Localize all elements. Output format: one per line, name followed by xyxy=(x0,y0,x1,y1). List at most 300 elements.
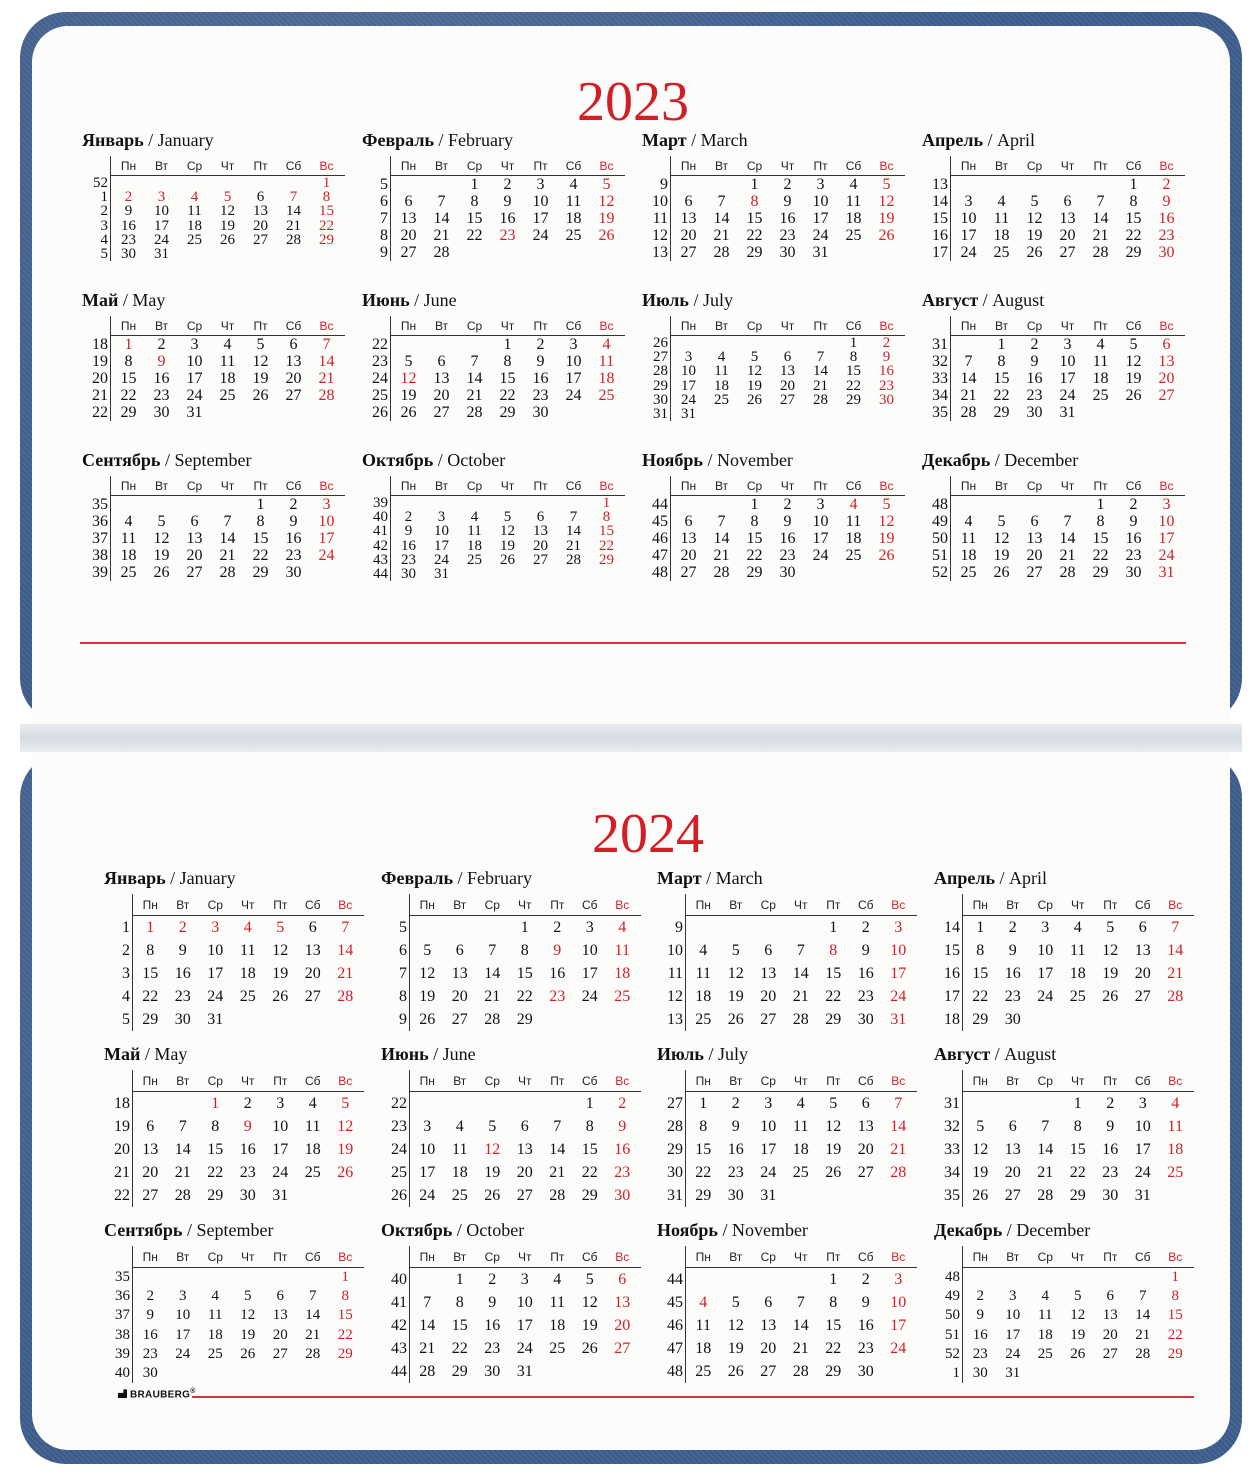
weekday-header: Ср xyxy=(186,319,203,333)
weekday-header: Пт xyxy=(1103,1250,1118,1264)
month-name-ru: Март xyxy=(657,868,702,888)
weekday-header: Вт xyxy=(176,1074,190,1088)
day-cell: 9 xyxy=(536,353,545,370)
day-cell: 16 xyxy=(727,1141,744,1158)
day-cell: 4 xyxy=(849,496,858,513)
weekday-header: Сб xyxy=(285,159,302,173)
weekday-header: Пт xyxy=(273,898,288,912)
weekday-header: Пн xyxy=(142,1074,158,1088)
day-cell: 18 xyxy=(451,1164,468,1181)
day-cell: 23 xyxy=(1125,547,1142,564)
day-cell: 25 xyxy=(845,227,862,244)
day-cell: 25 xyxy=(565,227,582,244)
weekday-header: Пт xyxy=(533,319,548,333)
day-cell: 24 xyxy=(812,227,829,244)
month-name-en: September xyxy=(174,450,252,470)
day-cell: 13 xyxy=(186,530,203,547)
day-cell: 22 xyxy=(746,547,763,564)
weekday-header: Сб xyxy=(565,319,582,333)
week-number: 1 xyxy=(122,919,130,936)
day-cell: 20 xyxy=(780,377,795,394)
day-cell: 30 xyxy=(614,1187,631,1204)
weekday-header: Сб xyxy=(565,159,582,173)
day-cell: 3 xyxy=(157,189,166,206)
day-cell: 26 xyxy=(419,1011,436,1028)
weeknum-rule xyxy=(409,1070,410,1207)
day-cell: 24 xyxy=(1037,988,1054,1005)
week-number: 48 xyxy=(945,1269,960,1285)
day-cell: 9 xyxy=(157,353,166,370)
day-cell: 29 xyxy=(993,404,1010,421)
weekday-header: Вт xyxy=(154,479,169,493)
day-cell: 28 xyxy=(318,387,335,404)
day-cell: 21 xyxy=(713,547,730,564)
day-cell: 22 xyxy=(695,1164,712,1181)
day-cell: 18 xyxy=(304,1141,321,1158)
day-cell: 27 xyxy=(142,1187,159,1204)
day-cell: 11 xyxy=(960,530,977,547)
week-number: 39 xyxy=(92,564,108,581)
day-cell: 8 xyxy=(503,353,512,370)
day-cell: 6 xyxy=(404,193,413,210)
divider-2023 xyxy=(80,642,1186,644)
weekday-header: Ср xyxy=(1037,898,1053,912)
week-number: 15 xyxy=(944,942,960,959)
day-cell: 23 xyxy=(285,547,302,564)
month-name xyxy=(922,130,1035,150)
day-cell: 27 xyxy=(1026,564,1043,581)
weekday-header: Вт xyxy=(434,479,449,493)
day-cell: 3 xyxy=(322,496,331,513)
day-cell: 10 xyxy=(960,210,977,227)
day-cell: 18 xyxy=(960,547,977,564)
day-cell: 26 xyxy=(1070,1345,1086,1362)
week-number: 18 xyxy=(92,336,108,353)
day-cell: 16 xyxy=(1004,965,1021,982)
month-name-en: February xyxy=(466,868,532,888)
weekday-header: Ср xyxy=(207,1074,223,1088)
day-cell: 20 xyxy=(400,227,417,244)
day-cell: 3 xyxy=(764,1095,773,1112)
month-name-sep: / xyxy=(409,290,424,310)
day-cell: 8 xyxy=(341,1288,349,1305)
week-number: 18 xyxy=(944,1011,960,1028)
week-number: 40 xyxy=(391,1271,407,1288)
week-number: 44 xyxy=(652,496,668,513)
day-cell: 25 xyxy=(187,231,202,248)
day-cell: 6 xyxy=(861,1095,870,1112)
day-cell: 28 xyxy=(549,1187,566,1204)
day-cell: 26 xyxy=(581,1340,598,1357)
day-cell: 15 xyxy=(599,523,614,540)
day-cell: 11 xyxy=(993,210,1010,227)
weekday-header: Вт xyxy=(434,319,449,333)
week-number: 19 xyxy=(92,353,108,370)
day-cell: 6 xyxy=(684,513,693,530)
day-cell: 9 xyxy=(976,1307,984,1324)
day-cell: 8 xyxy=(1129,193,1138,210)
day-cell: 24 xyxy=(272,1164,289,1181)
weekday-header: Чт xyxy=(518,1074,532,1088)
weekday-header: Ср xyxy=(1037,1250,1053,1264)
month-name-ru: Январь xyxy=(104,868,166,888)
day-cell: 27 xyxy=(285,387,302,404)
week-number: 42 xyxy=(373,537,388,554)
month-name-en: December xyxy=(1016,1220,1091,1240)
weekday-header: Вс xyxy=(615,898,630,912)
month-name xyxy=(922,450,1078,470)
weekday-header: Пн xyxy=(695,1250,711,1264)
month-name-sep: / xyxy=(995,868,1010,888)
day-cell: 15 xyxy=(972,965,989,982)
day-cell: 12 xyxy=(972,1141,989,1158)
month-name xyxy=(934,1044,1056,1064)
day-cell: 8 xyxy=(750,193,759,210)
day-cell: 30 xyxy=(484,1363,501,1380)
weekday-header: Ср xyxy=(484,898,500,912)
day-cell: 31 xyxy=(890,1011,907,1028)
week-number: 9 xyxy=(660,176,668,193)
day-cell: 24 xyxy=(434,551,449,568)
day-cell: 2 xyxy=(289,496,298,513)
weeknum-rule xyxy=(962,894,963,1031)
day-cell: 19 xyxy=(878,210,895,227)
weekday-header: Ср xyxy=(1037,1074,1053,1088)
day-cell: 18 xyxy=(120,547,137,564)
week-number: 4 xyxy=(100,231,108,248)
day-cell: 23 xyxy=(972,1345,988,1362)
day-cell: 27 xyxy=(1059,244,1076,261)
day-cell: 15 xyxy=(846,363,861,380)
weekday-header: Пн xyxy=(400,159,417,173)
day-cell: 17 xyxy=(812,530,829,547)
day-cell: 9 xyxy=(404,523,413,540)
month-name-sep: / xyxy=(433,130,448,150)
day-cell: 7 xyxy=(553,1118,562,1135)
week-number: 29 xyxy=(667,1141,683,1158)
month-name xyxy=(934,868,1047,888)
day-cell: 13 xyxy=(1026,530,1043,547)
week-number: 35 xyxy=(115,1269,130,1285)
day-cell: 13 xyxy=(285,353,302,370)
day-cell: 24 xyxy=(1134,1164,1151,1181)
day-cell: 29 xyxy=(825,1011,842,1028)
weekday-header: Чт xyxy=(500,319,515,333)
day-cell: 22 xyxy=(993,387,1010,404)
weekday-header: Вт xyxy=(729,898,743,912)
weekday-header: Вс xyxy=(1168,1250,1183,1264)
day-cell: 21 xyxy=(792,988,809,1005)
day-cell: 14 xyxy=(890,1118,907,1135)
day-cell: 29 xyxy=(1125,244,1142,261)
day-cell: 26 xyxy=(500,551,515,568)
weekday-header: Вт xyxy=(154,319,169,333)
day-cell: 17 xyxy=(318,530,335,547)
week-number: 31 xyxy=(944,1095,960,1112)
day-cell: 17 xyxy=(1037,965,1054,982)
day-cell: 13 xyxy=(1158,353,1175,370)
weekday-header: Пн xyxy=(419,1074,435,1088)
day-cell: 14 xyxy=(433,210,450,227)
weekday-header: Вс xyxy=(319,159,334,173)
week-number: 22 xyxy=(391,1095,407,1112)
day-cell: 22 xyxy=(319,217,334,234)
day-cell: 20 xyxy=(614,1317,631,1334)
day-cell: 23 xyxy=(1102,1164,1119,1181)
day-cell: 17 xyxy=(154,217,169,234)
day-cell: 27 xyxy=(533,551,548,568)
day-cell: 16 xyxy=(1102,1141,1119,1158)
day-cell: 8 xyxy=(1073,1118,1082,1135)
day-cell: 8 xyxy=(829,1294,838,1311)
day-cell: 25 xyxy=(614,988,631,1005)
month-name xyxy=(104,1044,187,1064)
day-cell: 7 xyxy=(717,513,726,530)
day-cell: 17 xyxy=(890,1317,907,1334)
day-cell: 6 xyxy=(1162,336,1171,353)
day-cell: 4 xyxy=(699,1294,708,1311)
day-cell: 12 xyxy=(484,1141,501,1158)
weekday-header: Пт xyxy=(273,1250,288,1264)
month-name-en: June xyxy=(423,290,457,310)
day-cell: 18 xyxy=(614,965,631,982)
day-cell: 10 xyxy=(1134,1118,1151,1135)
weekday-header: Ср xyxy=(746,159,763,173)
day-cell: 13 xyxy=(516,1141,533,1158)
month-name-ru: Ноябрь xyxy=(642,450,703,470)
day-cell: 22 xyxy=(1092,547,1109,564)
day-cell: 21 xyxy=(960,387,977,404)
day-cell: 2 xyxy=(618,1095,627,1112)
day-cell: 8 xyxy=(146,942,155,959)
weekday-header: Вс xyxy=(319,479,334,493)
day-cell: 27 xyxy=(516,1187,533,1204)
day-cell: 29 xyxy=(1069,1187,1086,1204)
day-cell: 1 xyxy=(455,1271,464,1288)
day-cell: 14 xyxy=(792,1317,809,1334)
day-cell: 29 xyxy=(319,231,334,248)
week-number: 46 xyxy=(667,1317,683,1334)
day-cell: 20 xyxy=(451,988,468,1005)
month-name-sep: / xyxy=(990,450,1005,470)
day-cell: 8 xyxy=(520,942,529,959)
week-number: 33 xyxy=(944,1141,960,1158)
day-cell: 5 xyxy=(602,176,611,193)
day-cell: 7 xyxy=(1041,1118,1050,1135)
day-cell: 13 xyxy=(1102,1307,1118,1324)
day-cell: 28 xyxy=(813,391,828,408)
day-cell: 17 xyxy=(434,537,449,554)
day-cell: 21 xyxy=(484,988,501,1005)
weeknum-rule xyxy=(110,476,111,581)
weekday-header: Вс xyxy=(1159,159,1174,173)
day-cell: 15 xyxy=(1092,530,1109,547)
weekday-header: Пт xyxy=(273,1074,288,1088)
weekday-header: Вт xyxy=(453,1074,467,1088)
day-cell: 3 xyxy=(437,509,446,526)
day-cell: 22 xyxy=(581,1164,598,1181)
week-number: 2 xyxy=(100,203,108,220)
day-cell: 24 xyxy=(960,244,977,261)
day-cell: 4 xyxy=(997,193,1006,210)
weekday-header: Пт xyxy=(1093,319,1108,333)
day-cell: 2 xyxy=(404,509,413,526)
day-cell: 12 xyxy=(1070,1307,1086,1324)
weekday-header: Ср xyxy=(1026,159,1043,173)
day-cell: 2 xyxy=(178,919,187,936)
day-cell: 17 xyxy=(207,965,224,982)
day-cell: 11 xyxy=(598,353,615,370)
day-cell: 9 xyxy=(1008,942,1017,959)
day-cell: 4 xyxy=(849,176,858,193)
week-number: 4 xyxy=(122,988,130,1005)
day-cell: 27 xyxy=(1158,387,1175,404)
day-cell: 6 xyxy=(455,942,464,959)
day-cell: 12 xyxy=(500,523,515,540)
weekday-header: Чт xyxy=(1060,159,1075,173)
day-cell: 20 xyxy=(760,988,777,1005)
day-cell: 18 xyxy=(598,370,615,387)
month-name-ru: Октябрь xyxy=(362,450,434,470)
day-cell: 11 xyxy=(695,1317,711,1334)
weekday-header: Сб xyxy=(581,1250,598,1264)
day-cell: 1 xyxy=(699,1095,708,1112)
day-cell: 1 xyxy=(211,1095,220,1112)
day-cell: 20 xyxy=(760,1340,777,1357)
day-cell: 9 xyxy=(861,1294,870,1311)
day-cell: 14 xyxy=(960,370,977,387)
month-name xyxy=(922,290,1044,310)
weekday-header: Сб xyxy=(1134,898,1151,912)
day-cell: 16 xyxy=(1026,370,1043,387)
weekday-header: Пн xyxy=(142,1250,158,1264)
weekday-header: Чт xyxy=(220,479,235,493)
week-number: 44 xyxy=(667,1271,683,1288)
day-cell: 25 xyxy=(1167,1164,1184,1181)
day-cell: 14 xyxy=(549,1141,566,1158)
day-cell: 30 xyxy=(779,564,796,581)
day-cell: 7 xyxy=(1063,513,1072,530)
weekday-header: Чт xyxy=(518,1250,532,1264)
day-cell: 7 xyxy=(717,193,726,210)
day-cell: 10 xyxy=(760,1118,777,1135)
week-number: 10 xyxy=(667,942,683,959)
day-cell: 21 xyxy=(890,1141,907,1158)
weeknum-rule xyxy=(685,1246,686,1383)
day-cell: 25 xyxy=(467,551,482,568)
weekday-header: Пт xyxy=(1103,898,1118,912)
week-number: 36 xyxy=(115,1288,130,1305)
day-cell: 19 xyxy=(272,965,289,982)
weekday-header: Пн xyxy=(400,319,417,333)
day-cell: 24 xyxy=(516,1340,533,1357)
day-cell: 23 xyxy=(142,1345,158,1362)
weekday-header: Вт xyxy=(994,159,1009,173)
day-cell: 6 xyxy=(1063,193,1072,210)
day-cell: 26 xyxy=(240,1345,256,1362)
day-cell: 14 xyxy=(305,1307,321,1324)
weekday-header: Пн xyxy=(972,1074,988,1088)
day-cell: 22 xyxy=(599,537,614,554)
day-cell: 14 xyxy=(1167,942,1184,959)
day-cell: 24 xyxy=(565,387,582,404)
week-number: 17 xyxy=(932,244,948,261)
weekday-header: Пн xyxy=(960,479,977,493)
weekday-header: Чт xyxy=(220,159,235,173)
day-cell: 7 xyxy=(894,1095,903,1112)
day-cell: 17 xyxy=(516,1317,533,1334)
month-name xyxy=(104,868,236,888)
day-cell: 16 xyxy=(1158,210,1175,227)
day-cell: 23 xyxy=(779,227,796,244)
weeknum-rule xyxy=(950,476,951,581)
week-number: 48 xyxy=(932,496,948,513)
weekday-header: Пн xyxy=(680,319,697,333)
weekday-header: Пт xyxy=(253,159,268,173)
day-cell: 12 xyxy=(878,513,895,530)
day-cell: 5 xyxy=(1030,193,1039,210)
week-number: 41 xyxy=(373,523,388,540)
day-cell: 16 xyxy=(142,1326,158,1343)
day-cell: 25 xyxy=(960,564,977,581)
week-number: 44 xyxy=(373,565,388,582)
day-cell: 20 xyxy=(533,537,548,554)
day-cell: 30 xyxy=(142,1364,158,1381)
day-cell: 28 xyxy=(466,404,483,421)
month-name-en: July xyxy=(717,1044,748,1064)
week-number: 32 xyxy=(932,353,948,370)
day-cell: 5 xyxy=(1106,919,1115,936)
day-cell: 22 xyxy=(846,377,861,394)
week-number: 44 xyxy=(391,1363,407,1380)
day-cell: 2 xyxy=(1162,176,1171,193)
day-cell: 22 xyxy=(337,1326,353,1343)
weekday-header: Сб xyxy=(845,479,862,493)
day-cell: 10 xyxy=(532,193,549,210)
day-cell: 19 xyxy=(337,1141,354,1158)
day-cell: 7 xyxy=(423,1294,432,1311)
day-cell: 2 xyxy=(536,336,545,353)
day-cell: 21 xyxy=(305,1326,321,1343)
day-cell: 16 xyxy=(121,217,136,234)
day-cell: 31 xyxy=(1158,564,1175,581)
weekday-header: Вт xyxy=(1006,1074,1020,1088)
day-cell: 15 xyxy=(516,965,533,982)
day-cell: 8 xyxy=(211,1118,220,1135)
day-cell: 27 xyxy=(1102,1345,1118,1362)
day-cell: 10 xyxy=(272,1118,289,1135)
day-cell: 18 xyxy=(565,210,582,227)
day-cell: 28 xyxy=(286,231,301,248)
day-cell: 4 xyxy=(223,336,232,353)
month-name-ru: Февраль xyxy=(381,868,453,888)
week-number: 23 xyxy=(391,1118,407,1135)
day-cell: 29 xyxy=(599,551,614,568)
day-cell: 22 xyxy=(499,387,516,404)
weekday-header: Пн xyxy=(695,1074,711,1088)
day-cell: 12 xyxy=(153,530,170,547)
week-number: 50 xyxy=(932,530,948,547)
week-number: 32 xyxy=(944,1118,960,1135)
day-cell: 17 xyxy=(565,370,582,387)
day-cell: 22 xyxy=(1167,1326,1183,1343)
day-cell: 12 xyxy=(419,965,436,982)
day-cell: 4 xyxy=(470,509,479,526)
week-number: 18 xyxy=(114,1095,130,1112)
day-cell: 31 xyxy=(272,1187,289,1204)
day-cell: 24 xyxy=(318,547,335,564)
day-cell: 5 xyxy=(997,513,1006,530)
